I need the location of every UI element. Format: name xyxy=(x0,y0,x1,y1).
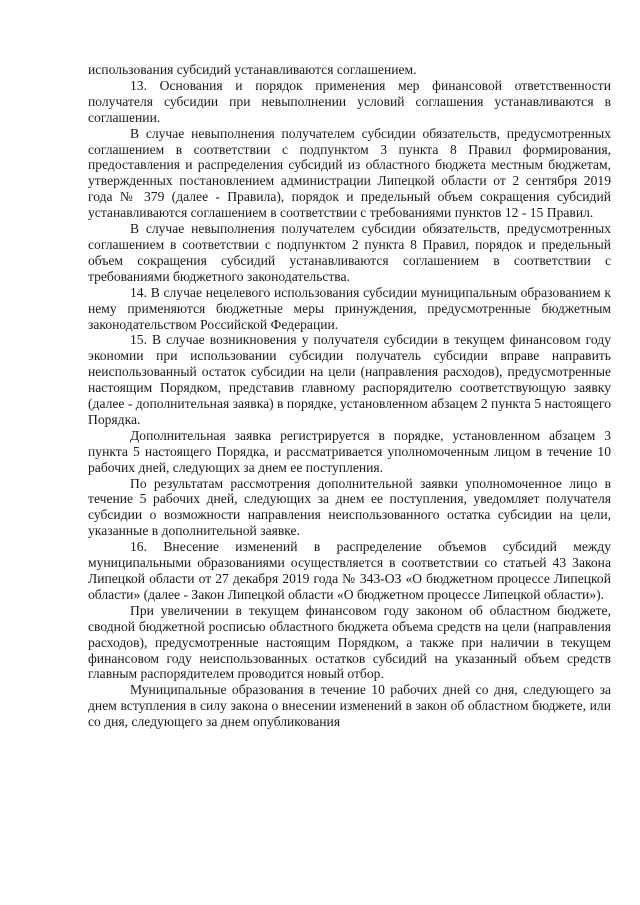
document-page xyxy=(88,62,611,730)
paragraph-9: 16. Внесение изменений в распределение объемов субсидий между муниципальными образованиями осуществляется в соответствии со статьей 43 Закона Липецкой области от 27 декабря 2019 года № 343-ОЗ «О бюджетном процессе Липецкой области» (далее - Закон Липецкой области «О бюджетном процессе Липецкой области»). xyxy=(88,539,611,602)
paragraph-8: По результатам рассмотрения дополнительной заявки уполномоченное лицо в течение 5 рабочих дней, следующих за днем ее поступления, уведомляет получателя субсидии о возможности направления неиспользованного остатка субсидии на цели, указанные в дополнительной заявке. xyxy=(88,475,611,539)
paragraph-2: 13. Основания и порядок применения мер финансовой ответственности получателя субсидии при невыполнении условий соглашения устанавливаются в соглашении. xyxy=(88,77,611,125)
paragraph-1: использования субсидий устанавливаются соглашением. xyxy=(88,62,417,77)
paragraph-10: При увеличении в текущем финансовом году законом об областном бюджете, сводной бюджетной росписью областного бюджета объема средств на цели (направления расходов), предусмотренные настоящим Порядком, а также при наличии в текущем финансовом году неиспользованных остатков субсидий на указанный объем средств главным распорядителем проводится новый отбор. xyxy=(88,602,611,682)
paragraph-5: 14. В случае нецелевого использования субсидии муниципальным образованием к нему применяются бюджетные меры принуждения, предусмотренные бюджетным законодательством Российской Федерации. xyxy=(88,284,611,332)
paragraph-4: В случае невыполнения получателем субсидии обязательств, предусмотренных соглашением в соответствии с подпунктом 2 пункта 8 Правил, порядок и предельный объем сокращения субсидий устанавливаются соглашением в соответствии с требованиями бюджетного законодательства. xyxy=(88,221,611,284)
paragraph-7: Дополнительная заявка регистрируется в порядке, установленном абзацем 3 пункта 5 настоящего Порядка, и рассматривается уполномоченным лицом в течение 10 рабочих дней, следующих за днем ее поступления. xyxy=(88,427,611,475)
paragraph-6: 15. В случае возникновения у получателя субсидии в текущем финансовом году экономии при использовании субсидии получатель субсидии вправе направить неиспользованный остаток субсидии на цели (направления расходов), предусмотренные настоящим Порядком, представив главному распорядителю соответствующую заявку (далее - дополнительная заявка) в порядке, установленном абзацем 2 пункта 5 настоящего Порядка. xyxy=(88,332,611,427)
paragraph-3: В случае невыполнения получателем субсидии обязательств, предусмотренных соглашением в соответствии с подпунктом 3 пункта 8 Правил формирования, предоставления и распределения субсидий из областного бюджета местным бюджетам, утвержденных постановлением администрации Липецкой области от 2 сентября 2019 года № 379 (далее - Правила), порядок и предельный объем сокращения субсидий устанавливаются соглашением в соответствии с требованиями пунктов 12 - 15 Правил. xyxy=(88,125,611,221)
paragraph-11: Муниципальные образования в течение 10 рабочих дней со дня, следующего за днем вступления в силу закона о внесении изменений в закон об областном бюджете, или со дня, следующего за днем опубликования xyxy=(88,682,611,730)
